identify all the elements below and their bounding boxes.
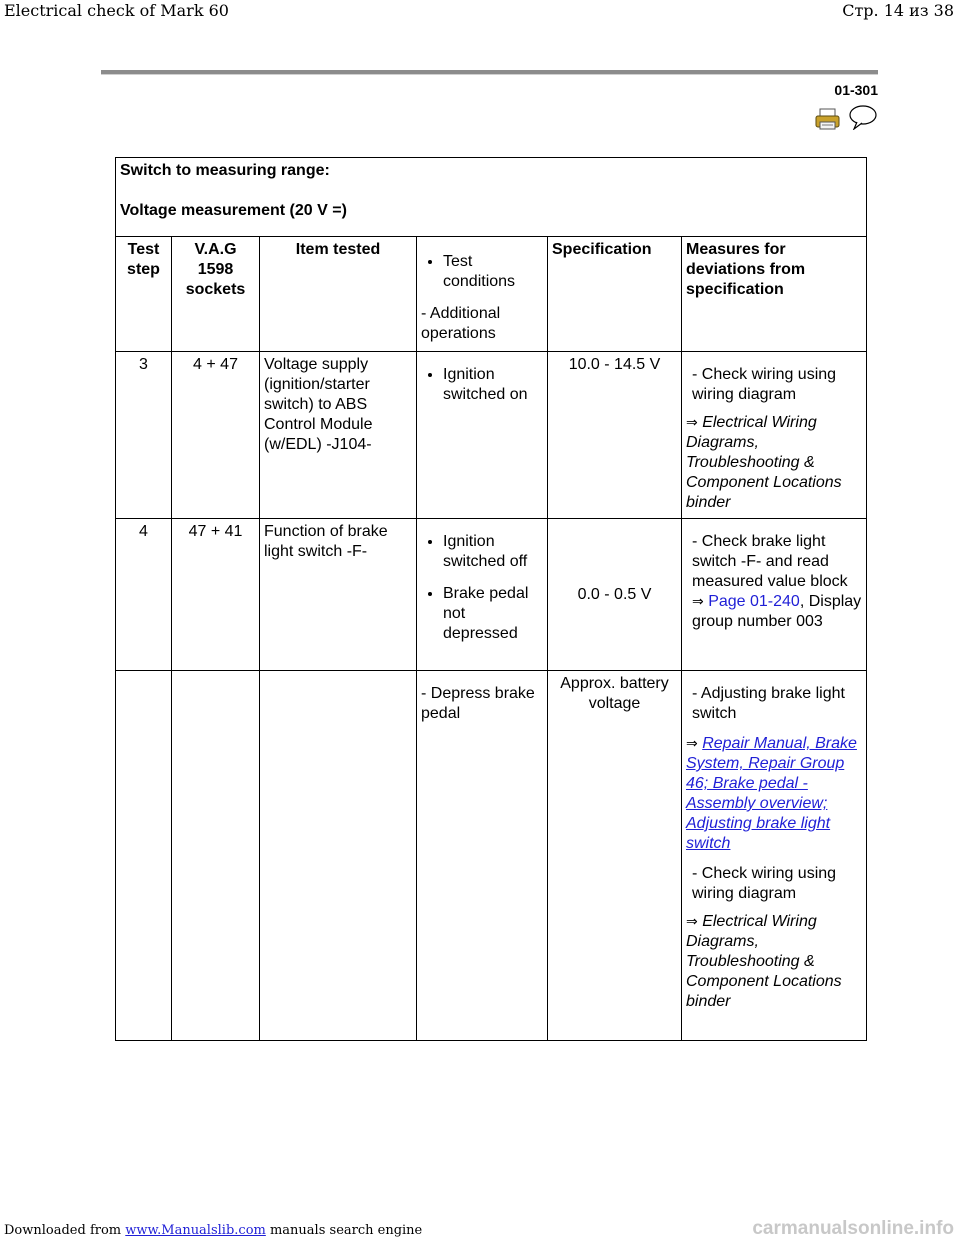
row-measures bbox=[682, 519, 867, 671]
condition-item: • Ignition switched off bbox=[443, 532, 543, 572]
row-step bbox=[116, 671, 172, 1041]
measure-text: - Check wiring using wiring diagram bbox=[692, 865, 837, 902]
arrow-icon: ⇒ bbox=[692, 594, 704, 610]
header-item-tested: Item tested bbox=[260, 237, 417, 352]
repair-manual-link[interactable]: Repair Manual, Brake System, Repair Group 46; Brake pedal - Assembly overview; Adjusting brake light switch bbox=[686, 735, 857, 852]
measure-text bbox=[686, 532, 862, 632]
page-indicator: Стр. 14 из 38 bbox=[842, 1, 954, 20]
row-conditions bbox=[417, 671, 548, 1041]
table-row bbox=[116, 519, 867, 671]
header-sockets: V.A.G 1598 sockets bbox=[172, 237, 260, 352]
row-step: 4 bbox=[116, 519, 172, 671]
row-step: 3 bbox=[116, 352, 172, 519]
measure-text-after: , Display group number 003 bbox=[692, 593, 862, 630]
measuring-range-label: Switch to measuring range: bbox=[120, 162, 330, 179]
condition-item: • Ignition switched on bbox=[443, 365, 543, 405]
row-spec: Approx. battery voltage bbox=[548, 671, 682, 1041]
measure-text-before: - Check brake light switch -F- and read measured value block bbox=[692, 533, 848, 590]
row-item: Voltage supply (ignition/starter switch) to ABS Control Module (w/EDL) -J104- bbox=[260, 352, 417, 519]
header-conditions bbox=[417, 237, 548, 352]
arrow-icon: ⇒ bbox=[686, 736, 698, 752]
watermark: carmanualsonline.info bbox=[752, 1218, 954, 1239]
header-measures: Measures for deviations from specification bbox=[682, 237, 867, 352]
printer-icon[interactable] bbox=[815, 107, 841, 131]
measure-text: - Check wiring using wiring diagram bbox=[692, 366, 837, 403]
row-item bbox=[260, 671, 417, 1041]
speech-bubble-icon[interactable] bbox=[848, 104, 878, 130]
arrow-icon: ⇒ bbox=[686, 415, 698, 431]
measure-reference-text: Electrical Wiring Diagrams, Troubleshooting & Component Locations binder bbox=[686, 414, 842, 511]
header-divider bbox=[101, 70, 878, 75]
row-sockets: 47 + 41 bbox=[172, 519, 260, 671]
row-conditions bbox=[417, 352, 548, 519]
measure-reference bbox=[686, 912, 862, 1012]
condition-item: • Brake pedal not depressed bbox=[443, 584, 543, 644]
footer-prefix: Downloaded from bbox=[4, 1223, 122, 1238]
row-spec: 10.0 - 14.5 V bbox=[548, 352, 682, 519]
measure-reference bbox=[686, 413, 862, 513]
document-title: Electrical check of Mark 60 bbox=[4, 1, 229, 20]
row-measures bbox=[682, 671, 867, 1041]
spec-table bbox=[115, 157, 867, 1041]
row-conditions bbox=[417, 519, 548, 671]
table-row bbox=[116, 352, 867, 519]
header-conditions-bullet: • Test conditions bbox=[443, 252, 543, 292]
arrow-icon: ⇒ bbox=[686, 914, 698, 930]
page-code: 01-301 bbox=[834, 82, 878, 98]
header-specification: Specification bbox=[548, 237, 682, 352]
row-spec: 0.0 - 0.5 V bbox=[548, 519, 682, 671]
measure-text: - Adjusting brake light switch bbox=[692, 685, 845, 722]
header-conditions-extra: - Additional operations bbox=[421, 305, 501, 342]
row-measures bbox=[682, 352, 867, 519]
condition-text: - Depress brake pedal bbox=[421, 685, 535, 722]
row-sockets: 4 + 47 bbox=[172, 352, 260, 519]
manualslib-link[interactable]: www.Manualslib.com bbox=[125, 1223, 266, 1238]
table-caption bbox=[116, 158, 867, 237]
page-link[interactable]: Page 01-240 bbox=[708, 593, 800, 610]
measure-reference-text: Electrical Wiring Diagrams, Troubleshooting & Component Locations binder bbox=[686, 913, 842, 1010]
table-row bbox=[116, 671, 867, 1041]
header-test-step: Test step bbox=[116, 237, 172, 352]
voltage-range-label: Voltage measurement (20 V =) bbox=[120, 202, 347, 219]
measure-reference bbox=[686, 734, 862, 854]
download-footer bbox=[4, 1223, 422, 1238]
row-item: Function of brake light switch -F- bbox=[260, 519, 417, 671]
row-sockets bbox=[172, 671, 260, 1041]
footer-suffix: manuals search engine bbox=[269, 1223, 423, 1238]
